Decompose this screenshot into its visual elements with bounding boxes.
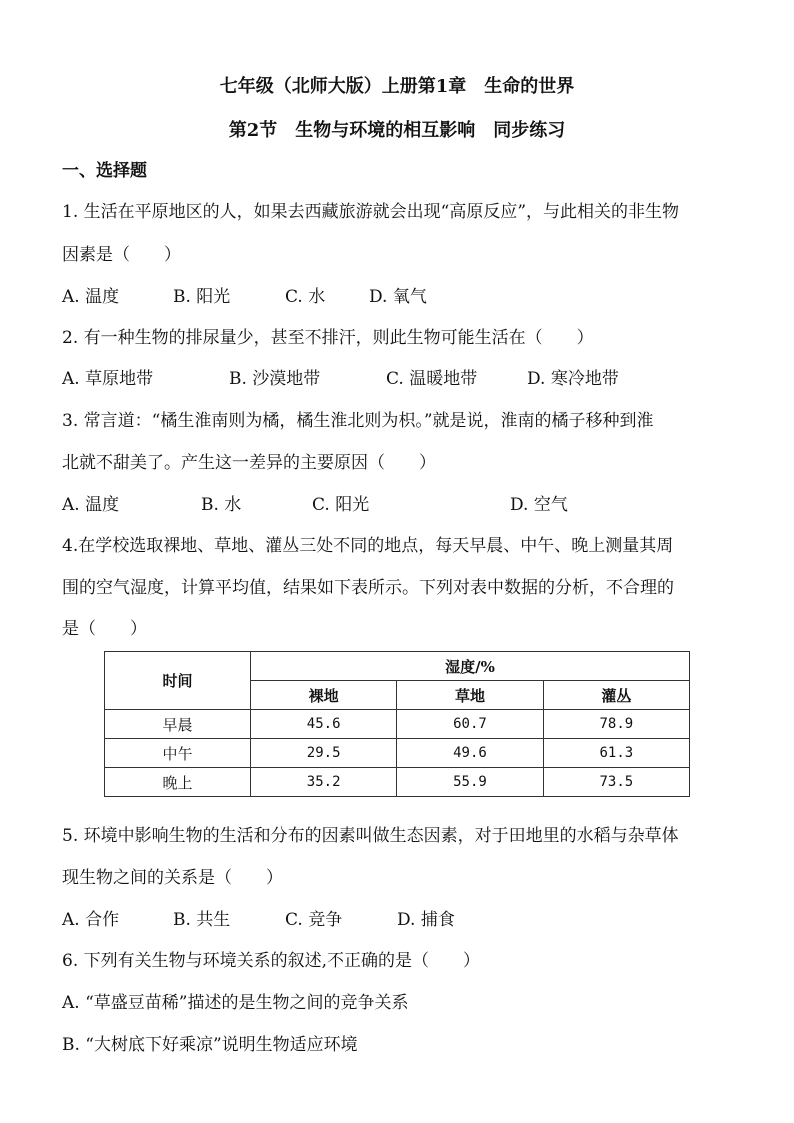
question-2-option-d: D. 寒冷地带 xyxy=(527,369,619,389)
page-title: 七年级（北师大版）上册第1章 生命的世界 xyxy=(219,76,575,97)
question-1-option-a: A. 温度 xyxy=(62,287,120,307)
question-5-option-b: B. 共生 xyxy=(173,910,231,930)
page-subtitle: 第2节 生物与环境的相互影响 同步练习 xyxy=(228,120,566,141)
question-2-option-b: B. 沙漠地带 xyxy=(229,369,321,389)
question-4-line-2: 围的空气湿度，计算平均值，结果如下表所示。下列对表中数据的分析，不合理的 xyxy=(62,578,674,598)
question-5-option-c: C. 竞争 xyxy=(285,910,343,930)
table-row-label: 早晨 xyxy=(105,710,251,739)
question-3-option-a: A. 温度 xyxy=(62,495,120,515)
section-heading: 一、选择题 xyxy=(62,161,147,181)
table-cell: 78.9 xyxy=(543,710,689,739)
table-cell: 35.2 xyxy=(251,768,397,797)
question-2-line-1: 2. 有一种生物的排尿量少，甚至不排汗，则此生物可能生活在（ ） xyxy=(62,328,594,348)
table-cell: 29.5 xyxy=(251,739,397,768)
table-cell: 73.5 xyxy=(543,768,689,797)
humidity-table xyxy=(104,651,690,797)
question-4-line-3: 是（ ） xyxy=(62,619,147,639)
table-row-label: 晚上 xyxy=(105,768,251,797)
table-cell: 49.6 xyxy=(397,739,543,768)
question-3-line-2: 北就不甜美了。产生这一差异的主要原因（ ） xyxy=(62,453,436,473)
table-group-header: 湿度/% xyxy=(251,652,690,681)
question-3-line-1: 3. 常言道：“橘生淮南则为橘，橘生淮北则为枳。”就是说，淮南的橘子移种到淮 xyxy=(62,411,654,431)
question-5-line-1: 5. 环境中影响生物的生活和分布的因素叫做生态因素，对于田地里的水稻与杂草体 xyxy=(62,826,679,846)
table-cell: 60.7 xyxy=(397,710,543,739)
question-3-option-d: D. 空气 xyxy=(510,495,568,515)
question-4-line-1: 4.在学校选取裸地、草地、灌丛三处不同的地点，每天早晨、中午、晚上测量其周 xyxy=(62,536,674,556)
table-row-label: 中午 xyxy=(105,739,251,768)
table-row xyxy=(105,768,690,797)
table-cell: 61.3 xyxy=(543,739,689,768)
question-1-option-b: B. 阳光 xyxy=(173,287,231,307)
question-1-line-2: 因素是（ ） xyxy=(62,245,181,265)
table-column-header: 草地 xyxy=(397,681,543,710)
table-cell: 45.6 xyxy=(251,710,397,739)
question-2-option-c: C. 温暖地带 xyxy=(386,369,478,389)
question-6-option-b: B. “大树底下好乘凉”说明生物适应环境 xyxy=(62,1035,358,1055)
question-2-option-a: A. 草原地带 xyxy=(62,369,154,389)
question-1-line-1: 1. 生活在平原地区的人，如果去西藏旅游就会出现“高原反应”，与此相关的非生物 xyxy=(62,202,680,222)
question-3-option-c: C. 阳光 xyxy=(312,495,370,515)
table-row xyxy=(105,739,690,768)
table-corner-header: 时间 xyxy=(105,652,251,710)
question-1-option-d: D. 氧气 xyxy=(369,287,427,307)
question-6-option-a: A. “草盛豆苗稀”描述的是生物之间的竞争关系 xyxy=(62,993,409,1013)
question-3-option-b: B. 水 xyxy=(201,495,242,515)
table-row xyxy=(105,710,690,739)
question-5-line-2: 现生物之间的关系是（ ） xyxy=(62,868,283,888)
question-5-option-a: A. 合作 xyxy=(62,910,120,930)
table-column-header: 灌丛 xyxy=(543,681,689,710)
question-6-line-1: 6. 下列有关生物与环境关系的叙述,不正确的是（ ） xyxy=(62,951,481,971)
question-5-option-d: D. 捕食 xyxy=(397,910,455,930)
table-column-header: 裸地 xyxy=(251,681,397,710)
table-cell: 55.9 xyxy=(397,768,543,797)
question-1-option-c: C. 水 xyxy=(285,287,326,307)
